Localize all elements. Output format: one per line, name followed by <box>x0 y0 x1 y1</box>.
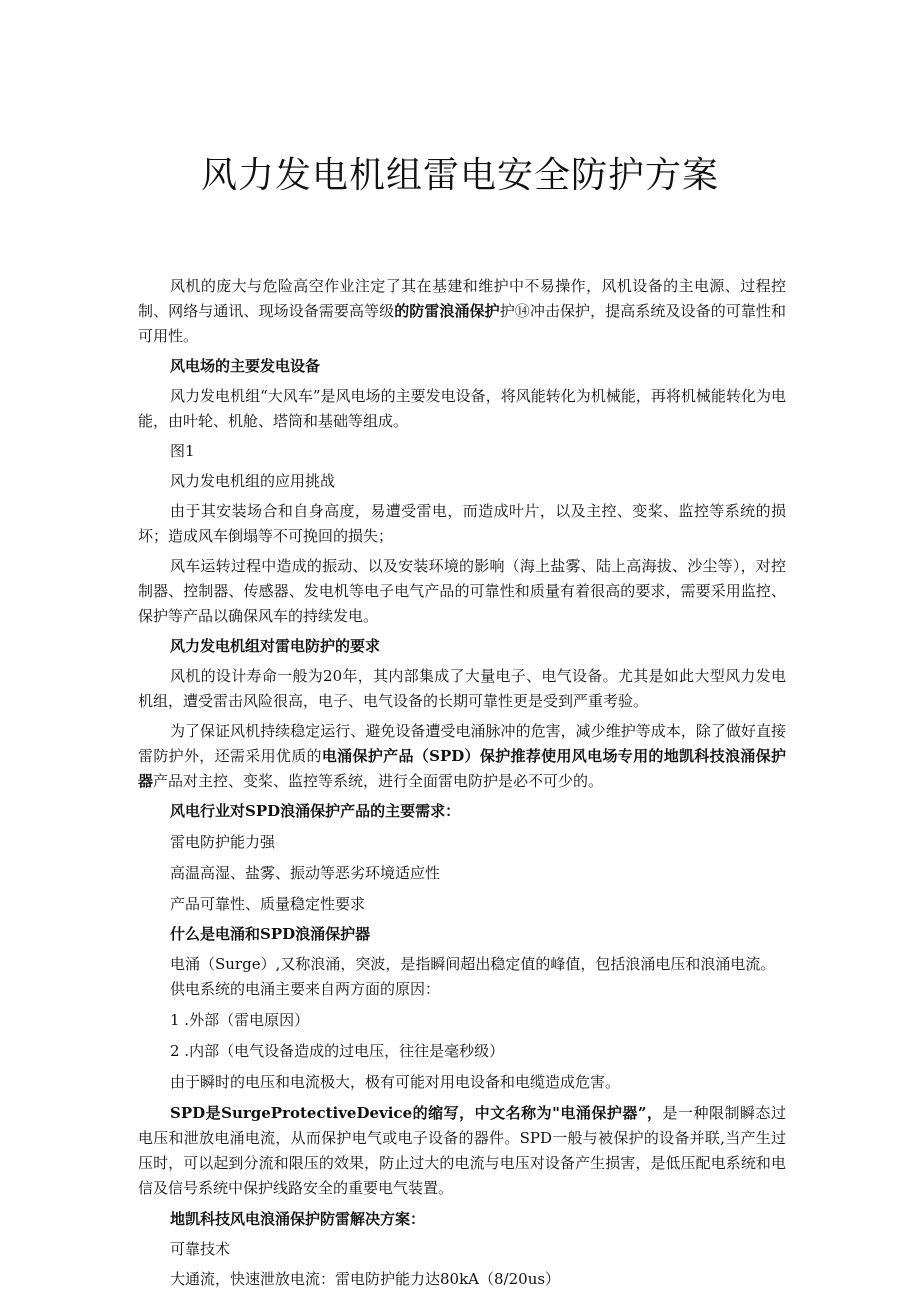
paragraph-spd-recommendation <box>138 719 786 794</box>
paragraph-spd-definition <box>138 1101 786 1201</box>
paragraph-surge-sources: 供电系统的电涌主要来自两方面的原因： <box>170 980 441 998</box>
intro-bold-text: 的防雷浪涌保护 <box>394 302 500 320</box>
paragraph-surge-definition: 电涌（Surge）,又称浪涌，突波，是指瞬间超出稳定值的峰值，包括浪涌电压和浪涌电流。 <box>170 955 776 973</box>
spd-recommendation-text-b: 产品对主控、变桨、监控等系统，进行全面雷电防护是必不可少的。 <box>153 772 604 790</box>
section-heading-solution: 地凯科技风电浪涌保护防雷解决方案： <box>170 1210 426 1228</box>
list-item: 产品可靠性、质量稳定性要求 <box>170 895 366 913</box>
paragraph-lightning-damage: 由于其安装场合和自身高度，易遭受雷电，而造成叶片，以及主控、变桨、监控等系统的损坏；造成风车倒塌等不可挽回的损失； <box>138 502 786 545</box>
list-item: 2 .内部（电气设备造成的过电压，往往是毫秒级） <box>170 1042 505 1060</box>
list-item: 1 .外部（雷电原因） <box>170 1011 310 1029</box>
spd-definition-text: 是一种限制瞬态过电压和泄放电涌电流，从而保护电气或电子设备的器件。SPD一般与被保护的设备并联,当产生过压时，可以起到分流和限压的效果，防止过大的电流与电压对设备产生损害，是低压配电系统和电信及信号系统中保护线路安全的重要电气装置。 <box>138 1104 786 1197</box>
document-title: 风力发电机组雷电安全防护方案 <box>200 155 719 196</box>
intro-text-2: 护⑭冲击保护，提高系统及设备的可靠性和可用性。 <box>138 302 786 345</box>
section-heading-spd-needs: 风电行业对SPD浪涌保护产品的主要需求： <box>170 802 461 820</box>
spd-definition-bold: SPD是SurgeProtectiveDevice的缩写，中文名称为"电涌保护器”， <box>170 1104 663 1122</box>
subheading-challenges: 风力发电机组的应用挑战 <box>170 472 336 490</box>
paragraph-wind-turbine: 风力发电机组“大风车”是风电场的主要发电设备，将风能转化为机械能，再将机械能转化为电能，由叶轮、机舱、塔筒和基础等组成。 <box>138 387 786 430</box>
figure-label: 图1 <box>170 442 195 460</box>
paragraph-design-life: 风机的设计寿命一般为20年，其内部集成了大量电子、电气设备。尤其是如此大型风力发电机组，遭受雷击风险很高，电子、电气设备的长期可靠性更是受到严重考验。 <box>138 667 786 710</box>
list-item: 大通流，快速泄放电流：雷电防护能力达80kA（8/20us） <box>170 1270 561 1288</box>
paragraph-vibration-environment: 风车运转过程中造成的振动、以及安装环境的影响（海上盐雾、陆上高海拔、沙尘等），对控制器、控制器、传感器、发电机等电子电气产品的可靠性和质量有着很高的要求，需要采用监控、保护等产品以确保风车的持续发电。 <box>138 557 786 625</box>
list-item: 高温高湿、盐雾、振动等恶劣环境适应性 <box>170 864 441 882</box>
section-heading-what-is-surge: 什么是电涌和SPD浪涌保护器 <box>170 925 371 943</box>
list-item: 雷电防护能力强 <box>170 833 276 851</box>
document-body <box>138 274 786 1292</box>
section-heading-main-equipment: 风电场的主要发电设备 <box>170 357 321 375</box>
spd-recommendation-text-a: 为了保证风机持续稳定运行、避免设备遭受电涌脉冲的危害，减少维护等成本，除了做好直接雷防护外，还需采用优质的 <box>138 722 786 765</box>
list-item: 可靠技术 <box>170 1240 231 1258</box>
intro-text-1: 风机的庞大与危险高空作业注定了其在基建和维护中不易操作，风机设备的主电源、过程控制、网络与通讯、现场设备需要高等级 <box>138 277 786 320</box>
section-heading-protection-requirements: 风力发电机组对雷电防护的要求 <box>170 637 381 655</box>
paragraph-surge-danger: 由于瞬时的电压和电流极大，极有可能对用电设备和电缆造成危害。 <box>170 1073 621 1091</box>
intro-paragraph <box>138 274 786 349</box>
spd-recommendation-bold: 电涌保护产品（SPD）保护推荐使用风电场专用的地凯科技浪涌保护器 <box>138 747 786 790</box>
